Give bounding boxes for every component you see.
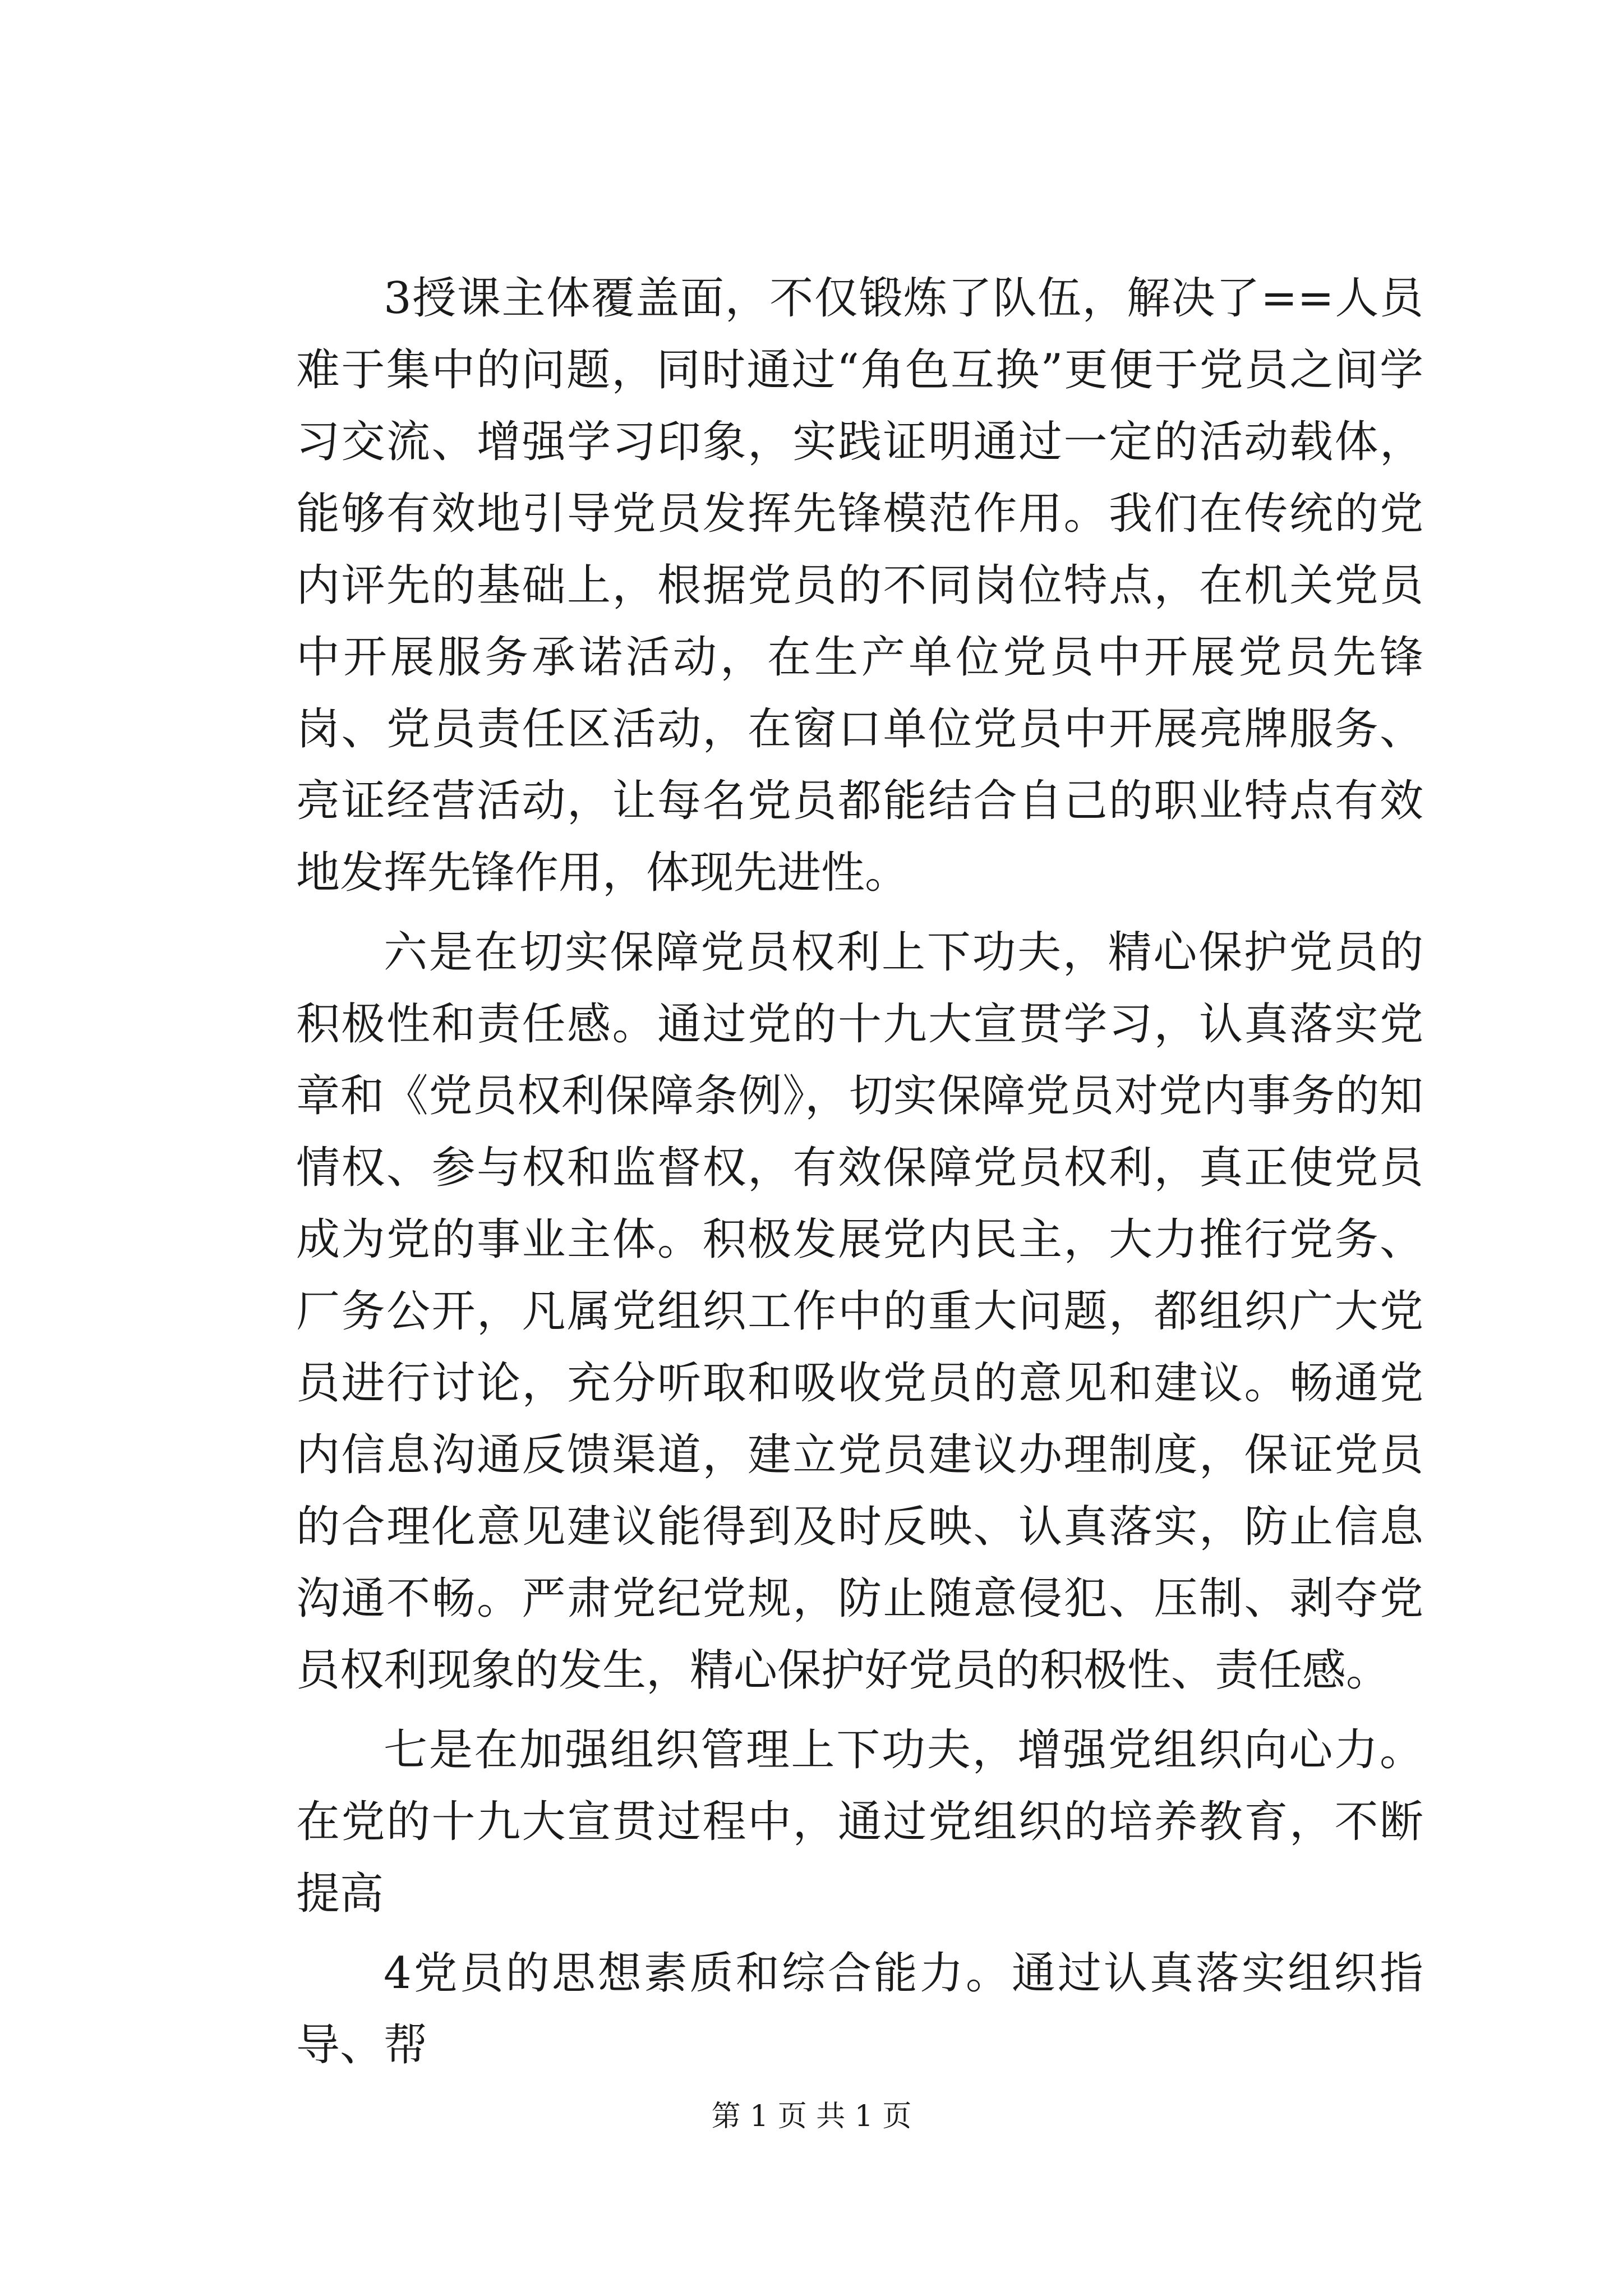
paragraph-1: 3授课主体覆盖面，不仅锻炼了队伍，解决了==人员难于集中的问题，同时通过“角色互换”更便于党员之间学习交流、增强学习印象，实践证明通过一定的活动载体，能够有效地引导党员发挥先锋模范作用。我们在传统的党内评先的基础上，根据党员的不同岗位特点，在机关党员中开展服务承诺活动，在生产单位党员中开展党员先锋岗、党员责任区活动，在窗口单位党员中开展亮牌服务、亮证经营活动，让每名党员都能结合自己的职业特点有效地发挥先锋作用，体现先进性。 — [296, 273, 1423, 898]
page-footer: 第 1 页 共 1 页 — [711, 2100, 912, 2133]
paragraph-3: 七是在加强组织管理上下功夫，增强党组织向心力。在党的十九大宣贯过程中，通过党组织的培养教育，不断提高 — [296, 1725, 1423, 1919]
paragraph-2: 六是在切实保障党员权利上下功夫，精心保护党员的积极性和责任感。通过党的十九大宣贯学习，认真落实党章和《党员权利保障条例》，切实保障党员对党内事务的知情权、参与权和监督权，有效保障党员权利，真正使党员成为党的事业主体。积极发展党内民主，大力推行党务、厂务公开，凡属党组织工作中的重大问题，都组织广大党员进行讨论，充分听取和吸收党员的意见和建议。畅通党内信息沟通反馈渠道，建立党员建议办理制度，保证党员的合理化意见建议能得到及时反映、认真落实，防止信息沟通不畅。严肃党纪党规，防止随意侵犯、压制、剥夺党员权利现象的发生，精心保护好党员的积极性、责任感。 — [296, 927, 1423, 1696]
paragraph-4: 4党员的思想素质和综合能力。通过认真落实组织指导、帮 — [296, 1948, 1423, 2070]
document-body — [296, 263, 1423, 2089]
